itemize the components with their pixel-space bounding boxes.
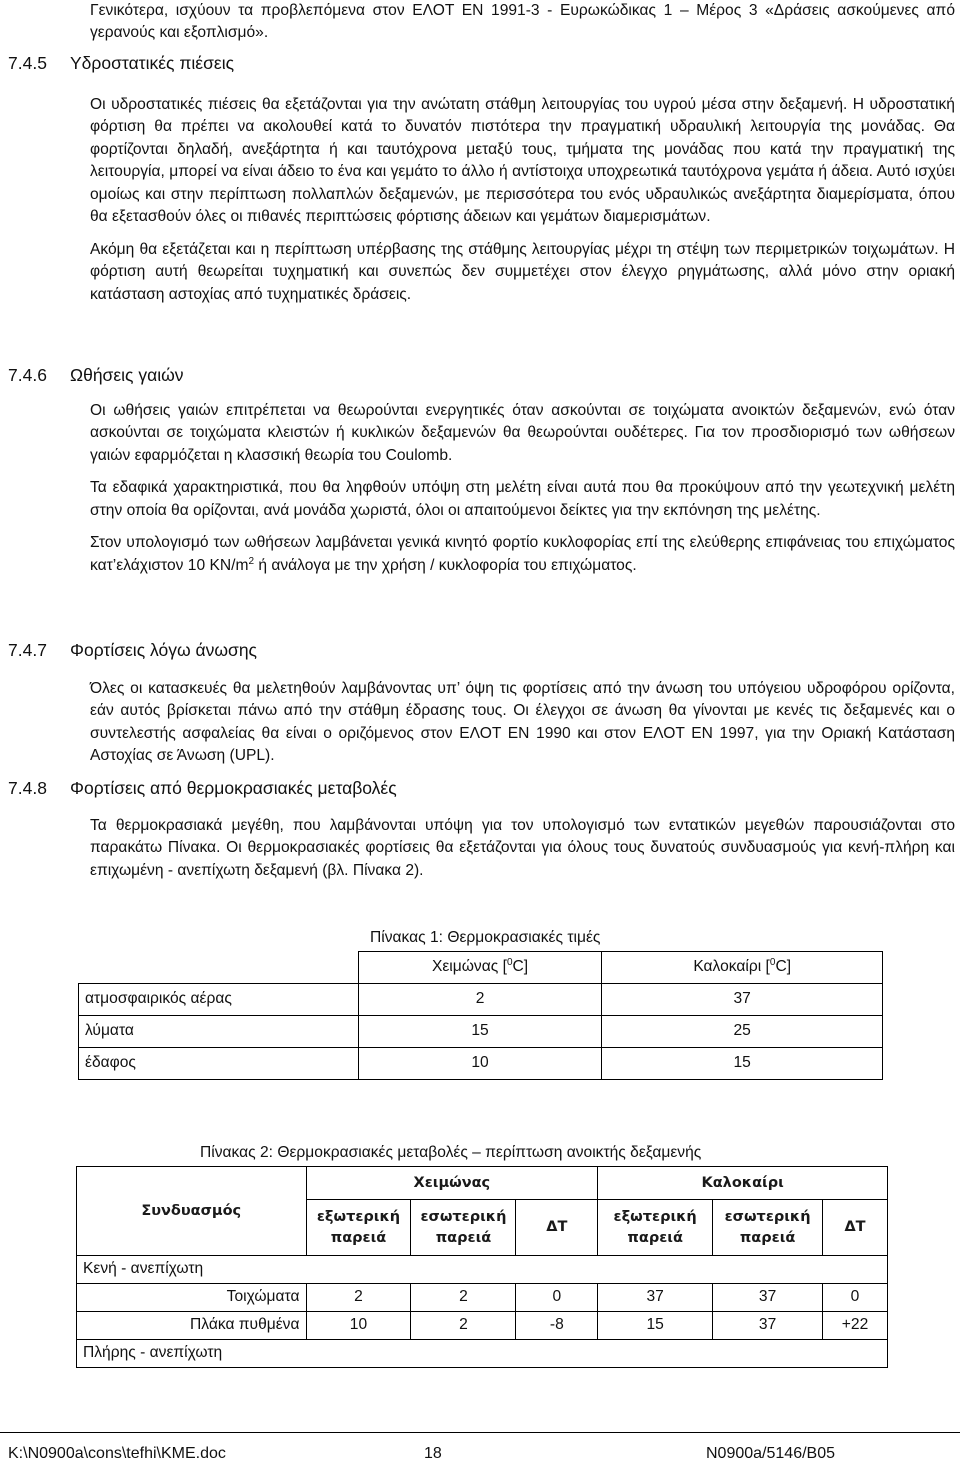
col-header-winter-external: εξωτερική παρειά (306, 1200, 411, 1256)
section-heading-7-4-5 (8, 51, 234, 76)
section-body-7-4-6 (90, 400, 955, 577)
table-corner-cell (79, 952, 359, 984)
section-number: 7.4.8 (8, 778, 47, 798)
section-title: Φορτίσεις από θερμοκρασιακές μεταβολές (70, 778, 397, 798)
section-body-7-4-5 (90, 94, 955, 306)
cell-value: +22 (823, 1312, 888, 1340)
cell-summer: 15 (602, 1048, 883, 1080)
section-body-7-4-8 (90, 815, 955, 882)
col-header-winter-dt: ΔΤ (516, 1200, 598, 1256)
section-heading-7-4-6 (8, 363, 184, 388)
intro-paragraph: Γενικότερα, ισχύουν τα προβλεπόμενα στον ΕΛΟΤ ΕΝ 1991-3 - Ευρωκώδικας 1 – Μέρος 3 «Δράσεις ασκούμενες από γερανούς και εξοπλισμό». (90, 2, 955, 42)
paragraph (90, 532, 955, 577)
col-header-summer-external: εξωτερική παρειά (598, 1200, 713, 1256)
col-header-summer-dt: ΔΤ (823, 1200, 888, 1256)
cell-value: 37 (598, 1284, 713, 1312)
paragraph: Τα θερμοκρασιακά μεγέθη, που λαμβάνονται υπόψη για τον υπολογισμό των εντατικών μεγεθών παρουσιάζονται στο παρακάτω Πίνακα. Οι θερμοκρασιακές φορτίσεις θα εξετάζονται για όλους τους δυνατούς συνδυασμούς για κενή-πλήρη και επιχωμένη - ανεπίχωτη δεξαμενή (βλ. Πίνακα 2). (90, 817, 955, 879)
row-label: έδαφος (79, 1048, 359, 1080)
col-header-summer-internal: εσωτερική παρειά (713, 1200, 823, 1256)
temperature-changes-table (76, 1166, 888, 1368)
cell-value: 15 (598, 1312, 713, 1340)
row-label: λύματα (79, 1016, 359, 1048)
cell-value: 0 (516, 1284, 598, 1312)
table-header-row (79, 952, 883, 984)
cell-winter: 2 (358, 984, 602, 1016)
section-number: 7.4.5 (8, 53, 47, 73)
cell-summer: 37 (602, 984, 883, 1016)
cell-winter: 10 (358, 1048, 602, 1080)
row-label: Πλάκα πυθμένα (77, 1312, 307, 1340)
table-row (77, 1312, 888, 1340)
cell-winter: 15 (358, 1016, 602, 1048)
section-title: Υδροστατικές πιέσεις (70, 53, 235, 73)
cell-value: 2 (411, 1312, 516, 1340)
paragraph: Τα εδαφικά χαρακτηριστικά, που θα ληφθούν υπόψη στη μελέτη είναι αυτά που θα προκύψουν από την γεωτεχνική μελέτη στην οποία θα ορίζονται, ανά μονάδα χωριστά, όλοι οι απαιτούμενοι δείκτες για την εκπόνηση της μελέτης. (90, 479, 955, 519)
table-row (77, 1284, 888, 1312)
cell-value: 37 (713, 1284, 823, 1312)
paragraph: Όλες οι κατασκευές θα μελετηθούν λαμβάνοντας υπ’ όψη τις φορτίσεις από την άνωση του υπόγειου υδροφόρου ορίζοντα, εάν αυτός βρίσκεται πάνω από την στάθμη έδρασης τους. Οι έλεγχοι σε άνωση θα γίνονται με κενές τις δεξαμενές και ο συντελεστής ασφαλείας θα είναι ο οριζόμενος στον ΕΛΟΤ ΕΝ 1990 και στον ΕΛΟΤ ΕΝ 1997, για την Οριακή Κατάσταση Αστοχίας σε Άνωση (UPL). (90, 680, 955, 765)
footer-document-code: N0900a/5146/B05 (706, 1445, 835, 1462)
cell-value: -8 (516, 1312, 598, 1340)
footer-page-number: 18 (424, 1445, 442, 1462)
paragraph: Ακόμη θα εξετάζεται και η περίπτωση υπέρβασης της στάθμης λειτουργίας μέχρι τη στέψη των περιμετρικών τοιχωμάτων. Η φόρτιση αυτή θεωρείται τυχηματική και συνεπώς δεν συμμετέχει στον έλεγχο ρηγμάτωσης, αλλά μόνο στην οριακή κατάσταση αστοχίας από τυχηματικές δράσεις. (90, 240, 955, 303)
table-group-row (77, 1340, 888, 1368)
group-label: Κενή - ανεπίχωτη (77, 1256, 888, 1284)
section-body-7-4-7 (90, 678, 955, 768)
temperature-values-table (78, 951, 883, 1080)
footer-divider (0, 1432, 960, 1433)
table-group-row (77, 1256, 888, 1284)
row-label: Τοιχώματα (77, 1284, 307, 1312)
paragraph: Οι ωθήσεις γαιών επιτρέπεται να θεωρούνται ενεργητικές όταν ασκούνται σε τοιχώματα ανοικτών δεξαμενών, ενώ όταν ασκούνται σε τοιχώματα κλειστών ή κυκλικών δεξαμενών θα θεωρούνται ουδέτερες. Για τον προσδιορισμό των ωθήσεων γαιών εφαρμόζεται η κλασσική θεωρία του Coulomb. (90, 402, 955, 464)
paragraph-text: ή ανάλογα με την χρήση / κυκλοφορία του επιχώματος. (254, 556, 637, 574)
section-number: 7.4.6 (8, 365, 47, 385)
table-row (79, 1016, 883, 1048)
col-header-winter-internal: εσωτερική παρειά (411, 1200, 516, 1256)
row-label: ατμοσφαιρικός αέρας (79, 984, 359, 1016)
col-header-winter: Χειμώνας [$^0$C] (358, 952, 602, 984)
section-number: 7.4.7 (8, 640, 47, 660)
section-title: Φορτίσεις λόγω άνωσης (70, 640, 257, 660)
cell-value: 2 (306, 1284, 411, 1312)
col-header-winter: Χειμώνας (306, 1167, 598, 1200)
cell-value: 2 (411, 1284, 516, 1312)
table-row (79, 984, 883, 1016)
group-label: Πλήρης - ανεπίχωτη (77, 1340, 888, 1368)
cell-value: 10 (306, 1312, 411, 1340)
table2-caption: Πίνακας 2: Θερμοκρασιακές μεταβολές – περίπτωση ανοικτής δεξαμενής (200, 1144, 702, 1161)
table-header-row (77, 1167, 888, 1200)
col-header-combination: Συνδυασμός (77, 1167, 307, 1256)
section-heading-7-4-8 (8, 776, 397, 801)
table1-caption: Πίνακας 1: Θερμοκρασιακές τιμές (370, 929, 601, 946)
superscript: 2 (248, 555, 255, 567)
section-heading-7-4-7 (8, 638, 257, 663)
col-header-summer: Καλοκαίρι [$^0$C] (602, 952, 883, 984)
table-row (79, 1048, 883, 1080)
col-header-summer: Καλοκαίρι (598, 1167, 888, 1200)
cell-value: 37 (713, 1312, 823, 1340)
paragraph-text: Στον υπολογισμό των ωθήσεων λαμβάνεται γενικά κινητό φορτίο κυκλοφορίας επί της ελεύθερης επιφάνειας του επιχώματος κατ’ελάχιστον 10 KN/m (90, 534, 955, 574)
cell-value: 0 (823, 1284, 888, 1312)
paragraph: Οι υδροστατικές πιέσεις θα εξετάζονται για την ανώτατη στάθμη λειτουργίας του υγρού μέσα στην δεξαμενή. Η υδροστατική φόρτιση θα πρέπει να ακολουθεί κατά το δυνατόν πιστότερα την πραγματική υδραυλική λειτουργία της μονάδας. Θα φορτίζονται δηλαδή, ανεξάρτητα ή και ταυτόχρονα μεταξύ τους, τμήματα της μονάδας που κατά την πραγματική της λειτουργία, μπορεί να είναι άδειο το ένα και γεμάτο το άλλο ή αντίστοιχα υποχρεωτικά ταυτόχρονα γεμάτα ή άδεια. Αυτό ισχύει ομοίως και στην περίπτωση πολλαπλών δεξαμενών, με περισσότερα του ενός υδραυλικώς ανεξάρτητα διαμερίσματα, όπου θα εξετασθούν όλες οι πιθανές περιπτώσεις φόρτισης άδειων και γεμάτων διαμερισμάτων. (90, 96, 955, 226)
section-title: Ωθήσεις γαιών (70, 365, 184, 385)
footer-file-path: K:\N0900a\cons\tefhi\KME.doc (8, 1445, 226, 1462)
cell-summer: 25 (602, 1016, 883, 1048)
